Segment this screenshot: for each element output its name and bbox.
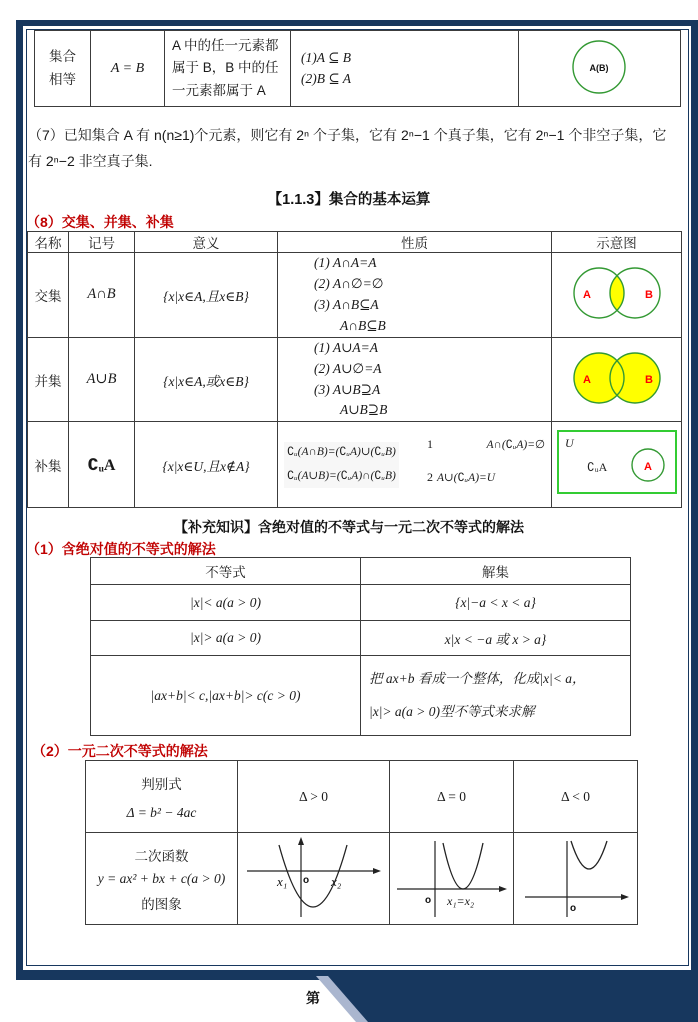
venn-intersection-fill (609, 276, 623, 311)
union-props-cell (278, 337, 552, 422)
venn-label-b: B (644, 374, 653, 387)
table-row-intersection (28, 253, 682, 338)
prop-line: (3) A∪B⊇A (314, 381, 381, 397)
solution-cell (361, 656, 631, 736)
prop-line: (2) A∩∅=∅ (314, 275, 384, 291)
prop-number: 1 (427, 436, 433, 451)
inequality-cell: |x|< a(a > 0) (91, 585, 361, 621)
table-header-row (91, 558, 631, 585)
venn-complement-diagram (553, 423, 681, 503)
intersection-name: 交集 (28, 253, 69, 338)
solution-cell: x|x < −a 或 x > a} (361, 621, 631, 656)
intersection-meaning: {x|x∈A,且x∈B} (135, 253, 278, 338)
function-label-2: 的图象 (141, 896, 182, 912)
discriminant-formula: Δ = b² − 4ac (126, 804, 197, 820)
quadratic-table (85, 760, 638, 925)
solution-line-1: 把 ax+b 看成一个整体，化成|x|< a， (369, 671, 586, 687)
prop-line: ∁ᵤ(A∪B)=(∁ᵤA)∩(∁ᵤB) (287, 469, 396, 482)
equality-diagram-cell (519, 31, 681, 107)
parabola-curve (443, 843, 483, 889)
equality-name-cell (35, 31, 91, 107)
parabola-two-roots-graph (239, 833, 389, 921)
union-meaning: {x|x∈A,或x∈B} (135, 337, 278, 422)
complement-symbol: ∁ᵤA (69, 422, 135, 508)
table-row (91, 656, 631, 736)
origin-label: o (302, 875, 309, 886)
y-axis-arrow (298, 837, 304, 845)
function-cell (86, 833, 238, 925)
section-heading-113: 【1.1.3】集合的基本运算 (267, 192, 431, 208)
prop-line: (2) A∪∅=A (314, 360, 382, 376)
prop-line: (1) A∩A=A (314, 255, 377, 270)
equality-meaning: A 中的任一元素都属于 B，B 中的任一元素都属于 A (165, 31, 291, 107)
union-diagram-cell (552, 337, 682, 422)
venn-union-diagram (553, 338, 681, 418)
prop-line: (1) A∪A=A (314, 339, 379, 355)
venn-label-a: A (582, 289, 591, 302)
equality-name: 集合相等 (49, 48, 76, 87)
table-row (35, 31, 681, 107)
note-subsets: （7）已知集合 A 有 n(n≥1)个元素，则它有 2ⁿ 个子集，它有 2ⁿ−1 个真子集，它有 2ⁿ−1 个非空子集，它有 2ⁿ−2 非空真子集. (28, 127, 667, 169)
heading-operations: （8）交集、并集、补集 (26, 214, 174, 230)
parabola-curve (571, 841, 607, 869)
prop-line: A∩(∁ᵤA)=∅ (486, 438, 545, 451)
table-row-union (28, 337, 682, 422)
case-delta-positive: Δ > 0 (238, 761, 390, 833)
graph-one-root-cell (390, 833, 514, 925)
complement-props-cell (278, 422, 552, 508)
root-x2-label: x₂ (330, 874, 341, 889)
inequality-cell: |x|> a(a > 0) (91, 621, 361, 656)
discriminant-label: 判别式 (141, 776, 182, 792)
col-header-meaning: 意义 (135, 232, 278, 253)
heading-quadratic: （2）一元二次不等式的解法 (32, 743, 208, 759)
intersection-props-cell (278, 253, 552, 338)
venn-equal-label: A(B) (589, 63, 608, 73)
inequality-cell: |ax+b|< c,|ax+b|> c(c > 0) (91, 656, 361, 736)
parabola-one-root-graph (391, 833, 513, 921)
abs-inequality-table (90, 557, 631, 736)
complement-meaning: {x|x∈U,且x∉A} (135, 422, 278, 508)
footer-page-text: 第 (306, 990, 320, 1006)
col-header-name: 名称 (28, 232, 69, 253)
col-header-symbol: 记号 (69, 232, 135, 253)
venn-intersection-diagram (553, 253, 681, 333)
root-x1-label: x₁ (276, 874, 287, 889)
venn-label-b: B (644, 289, 653, 302)
complement-diagram-cell (552, 422, 682, 508)
table-row-graphs (86, 833, 638, 925)
prop-line: A∪(∁ᵤA)=U (437, 471, 496, 484)
equality-symbol: A = B (91, 31, 165, 107)
col-header-solution: 解集 (361, 558, 631, 585)
venn-equal-diagram (521, 31, 679, 103)
graph-no-root-cell (514, 833, 638, 925)
venn-label-a: A (643, 461, 652, 474)
col-header-props: 性质 (278, 232, 552, 253)
heading-absolute-value: （1）含绝对值的不等式的解法 (26, 541, 216, 557)
table-row (91, 585, 631, 621)
parabola-no-root-graph (515, 833, 637, 921)
union-symbol: A∪B (69, 337, 135, 422)
discriminant-cell (86, 761, 238, 833)
intersection-symbol: A∩B (69, 253, 135, 338)
equality-prop-2: (2)B ⊆ A (301, 70, 352, 86)
double-root-label: x₁=x₂ (446, 894, 474, 908)
col-header-diagram: 示意图 (552, 232, 682, 253)
table-header-row (28, 232, 682, 253)
universe-label: U (564, 436, 574, 451)
origin-label: o (569, 903, 576, 914)
complement-set-label: ∁ᵤA (586, 460, 607, 475)
complement-name: 补集 (28, 422, 69, 508)
table-row-complement (28, 422, 682, 508)
prop-line: A∪B⊇B (340, 402, 388, 418)
footer-wedge (0, 976, 698, 1022)
graph-two-roots-cell (238, 833, 390, 925)
x-axis-arrow (621, 894, 629, 900)
prop-line: (3) A∩B⊆A (314, 296, 379, 312)
col-header-inequality: 不等式 (91, 558, 361, 585)
origin-label: o (424, 895, 431, 906)
function-formula: y = ax² + bx + c(a > 0) (97, 870, 226, 886)
x-axis-arrow (499, 886, 507, 892)
venn-label-a: A (582, 374, 591, 387)
equality-props-cell (291, 31, 519, 107)
set-equality-table (34, 30, 681, 107)
intersection-diagram-cell (552, 253, 682, 338)
set-operations-table (27, 231, 682, 508)
solution-cell: {x|−a < x < a} (361, 585, 631, 621)
prop-line: ∁ᵤ(A∩B)=(∁ᵤA)∪(∁ᵤB) (287, 446, 396, 459)
solution-line-2: |x|> a(a > 0)型不等式来求解 (369, 703, 535, 719)
supplement-heading: 【补充知识】含绝对值的不等式与一元二次不等式的解法 (174, 519, 524, 535)
x-axis-arrow (373, 868, 381, 874)
table-row (91, 621, 631, 656)
prop-line: A∩B⊆B (340, 317, 386, 333)
union-name: 并集 (28, 337, 69, 422)
equality-prop-1: (1)A ⊆ B (301, 49, 352, 65)
function-label-1: 二次函数 (134, 848, 189, 864)
case-delta-zero: Δ = 0 (390, 761, 514, 833)
prop-number: 2 (427, 469, 433, 484)
case-delta-negative: Δ < 0 (514, 761, 638, 833)
table-header-row (86, 761, 638, 833)
